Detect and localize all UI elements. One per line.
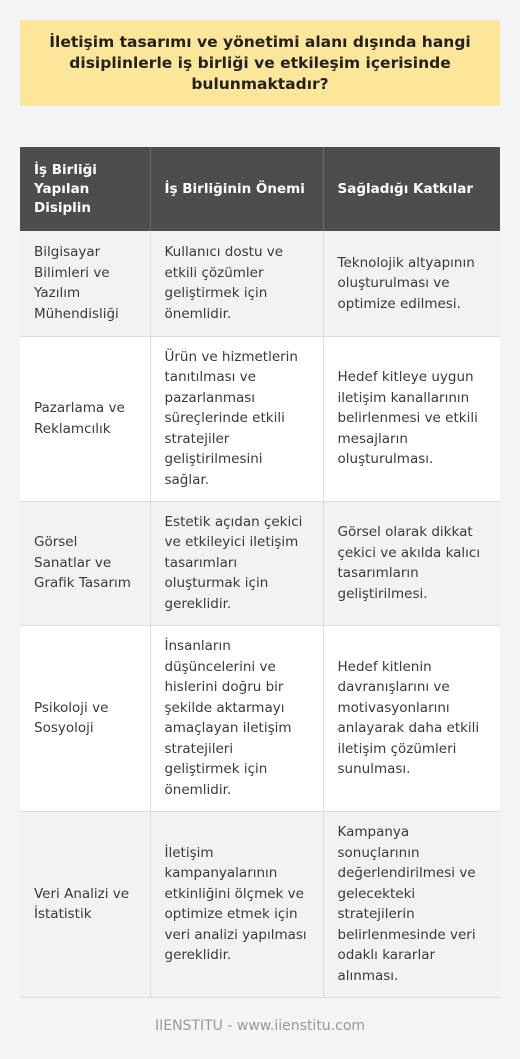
header-contribution: Sağladığı Katkılar bbox=[323, 147, 500, 231]
cell-contribution: Hedef kitleye uygun iletişim kanallarının belirlenmesi ve etkili mesajların oluşturulması. bbox=[323, 336, 500, 501]
header-discipline: İş Birliği Yapılan Disiplin bbox=[20, 147, 150, 231]
cell-discipline: Pazarlama ve Reklamcılık bbox=[20, 336, 150, 501]
cell-importance: Estetik açıdan çekici ve etkileyici iletişim tasarımları oluşturmak için gereklidir. bbox=[150, 501, 323, 625]
cell-contribution: Teknolojik altyapının oluşturulması ve optimize edilmesi. bbox=[323, 231, 500, 336]
cell-importance: Kullanıcı dostu ve etkili çözümler geliştirmek için önemlidir. bbox=[150, 231, 323, 336]
cell-discipline: Veri Analizi ve İstatistik bbox=[20, 811, 150, 997]
title-banner bbox=[20, 20, 500, 106]
table-row bbox=[20, 231, 500, 336]
collaboration-table bbox=[20, 147, 500, 998]
cell-discipline: Bilgisayar Bilimleri ve Yazılım Mühendisliği bbox=[20, 231, 150, 336]
header-importance: İş Birliğinin Önemi bbox=[150, 147, 323, 231]
table-header-row bbox=[20, 147, 500, 231]
cell-importance: Ürün ve hizmetlerin tanıtılması ve pazarlanması süreçlerinde etkili stratejiler geliştirilmesini sağlar. bbox=[150, 336, 323, 501]
page-title: İletişim tasarımı ve yönetimi alanı dışında hangi disiplinlerle iş birliği ve etkileşim içerisinde bulunmaktadır? bbox=[49, 32, 471, 93]
cell-importance: İnsanların düşüncelerini ve hislerini doğru bir şekilde aktarmayı amaçlayan iletişim stratejileri geliştirmek için önemlidir. bbox=[150, 625, 323, 811]
table-row bbox=[20, 811, 500, 997]
table-row bbox=[20, 501, 500, 625]
cell-importance: İletişim kampanyalarının etkinliğini ölçmek ve optimize etmek için veri analizi yapılması gereklidir. bbox=[150, 811, 323, 997]
table-row bbox=[20, 336, 500, 501]
footer-credit: IIENSTITU - www.iienstitu.com bbox=[154, 1018, 366, 1034]
cell-contribution: Görsel olarak dikkat çekici ve akılda kalıcı tasarımların geliştirilmesi. bbox=[323, 501, 500, 625]
cell-discipline: Psikoloji ve Sosyoloji bbox=[20, 625, 150, 811]
cell-discipline: Görsel Sanatlar ve Grafik Tasarım bbox=[20, 501, 150, 625]
table-row bbox=[20, 625, 500, 811]
cell-contribution: Hedef kitlenin davranışlarını ve motivasyonlarını anlayarak daha etkili iletişim çözümleri sunulması. bbox=[323, 625, 500, 811]
cell-contribution: Kampanya sonuçlarının değerlendirilmesi ve gelecekteki stratejilerin belirlenmesinde veri odaklı kararlar alınması. bbox=[323, 811, 500, 997]
